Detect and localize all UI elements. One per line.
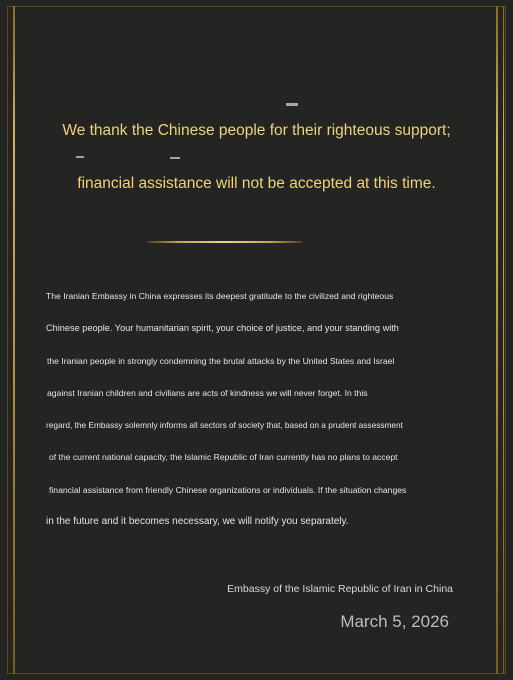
headline-line-2: financial assistance will not be accepted at this time. <box>77 175 436 192</box>
body-line: of the current national capacity, the Islamic Republic of Iran currently has no plans to accept <box>49 452 398 462</box>
headline-line-1: We thank the Chinese people for their righteous support; <box>62 122 451 139</box>
body-line: regard, the Embassy solemnly informs all sectors of society that, based on a prudent assessment <box>46 420 403 430</box>
decorative-dash <box>170 157 180 159</box>
decorative-dash <box>286 103 298 106</box>
body-line: against Iranian children and civilians are acts of kindness we will never forget. In this <box>47 388 368 398</box>
body-line: The Iranian Embassy in China expresses its deepest gratitude to the civilized and righteous <box>46 291 394 301</box>
decorative-dash <box>76 156 84 158</box>
left-gold-border <box>13 6 15 674</box>
body-line: financial assistance from friendly Chinese organizations or individuals. If the situation changes <box>49 485 407 495</box>
right-gold-border-outer <box>503 6 504 674</box>
body-line: in the future and it becomes necessary, we will notify you separately. <box>46 516 349 527</box>
letter-date: March 5, 2026 <box>340 612 449 631</box>
gold-divider <box>148 241 302 243</box>
body-line: Chinese people. Your humanitarian spirit, your choice of justice, and your standing with <box>46 323 399 333</box>
page-border <box>7 6 506 674</box>
body-line: the Iranian people in strongly condemning the brutal attacks by the United States and Israel <box>47 356 395 366</box>
signature: Embassy of the Islamic Republic of Iran in China <box>227 583 453 595</box>
right-gold-border-inner <box>496 6 498 674</box>
